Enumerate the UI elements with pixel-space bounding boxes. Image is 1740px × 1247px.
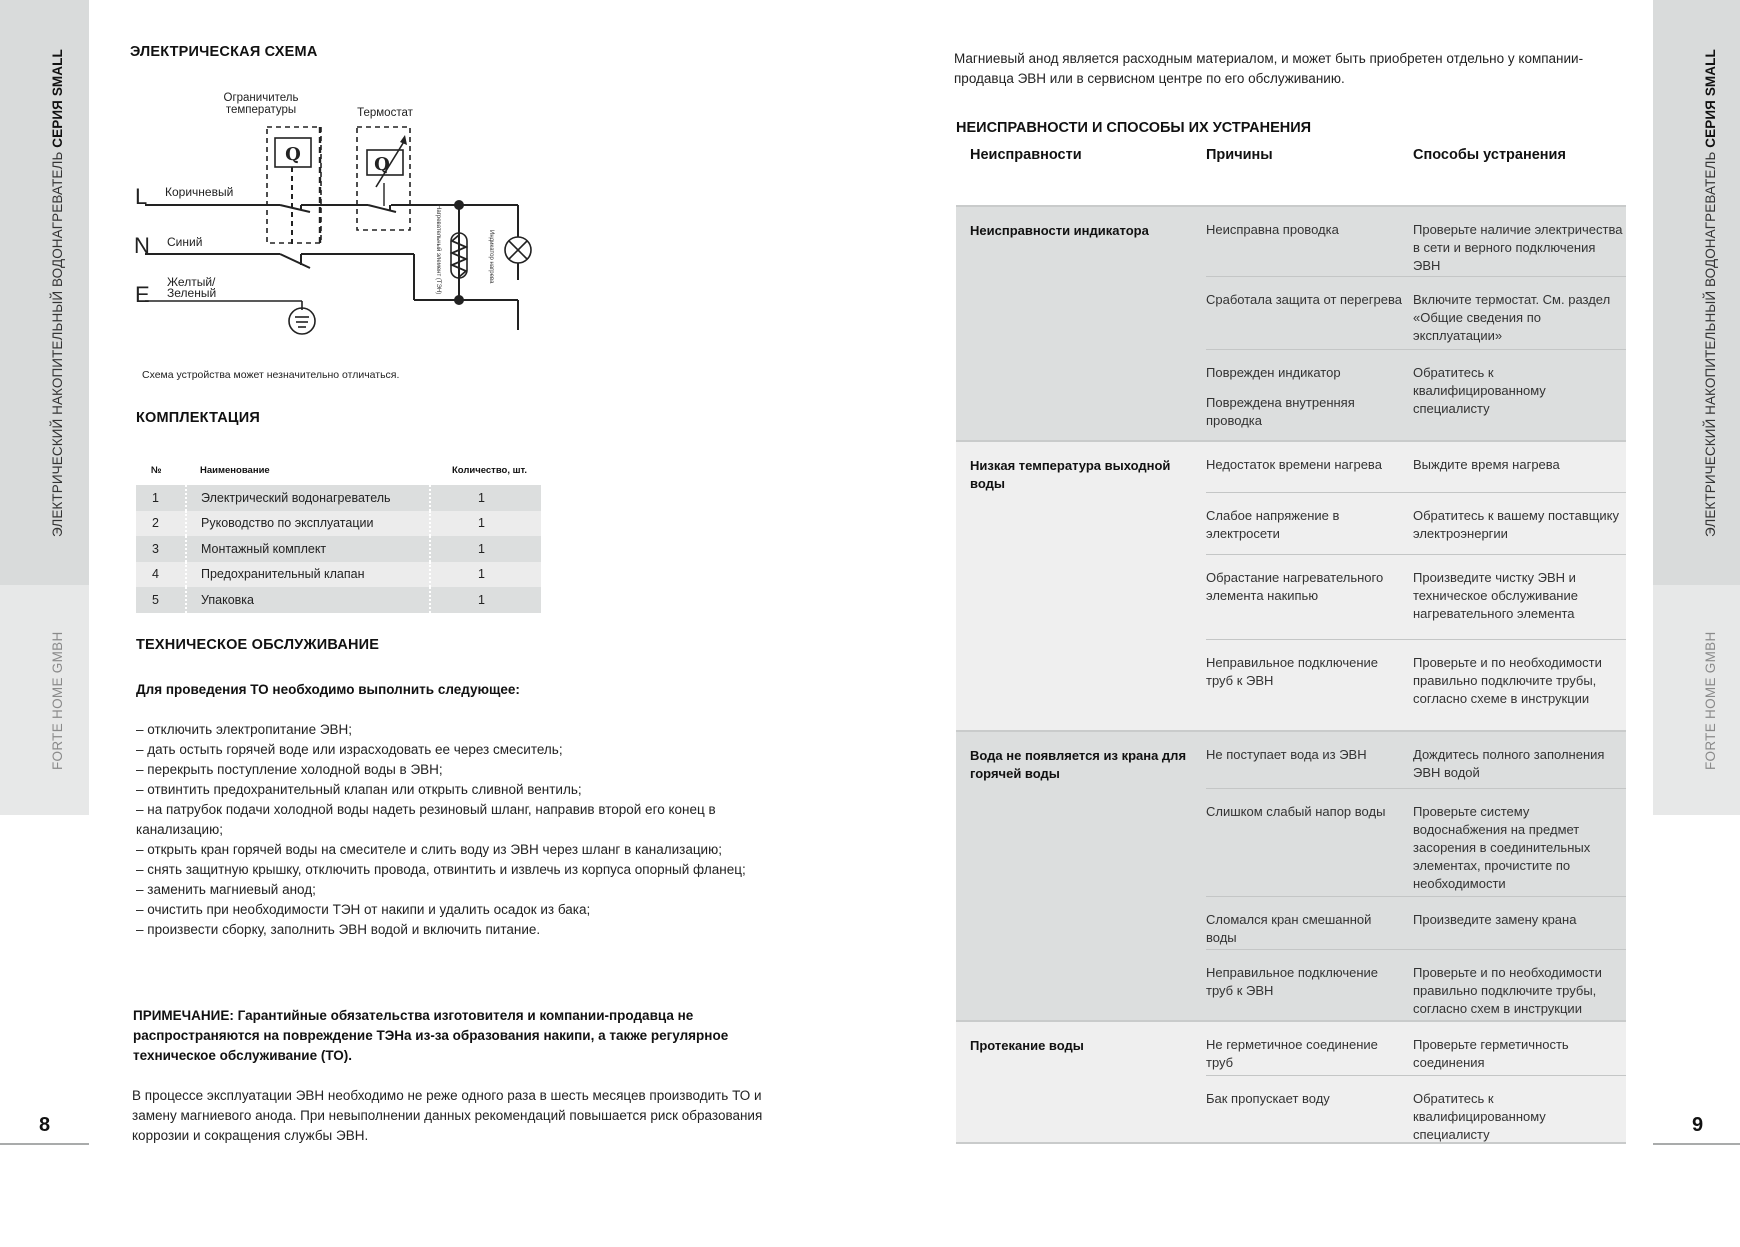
anode-note: Магниевый анод является расходным материалом, и может быть приобретен отдельно у компании-продавца ЭВН или в сервисном центре по его обслуживанию. [954,51,1584,86]
schema-title: ЭЛЕКТРИЧЕСКАЯ СХЕМА [130,44,318,60]
fix-text: Произведите чистку ЭВН и техническое обслуживание нагревательного элемента [1413,570,1578,621]
kit-cell-name: Предохранительный клапан [186,562,430,588]
indicator-lamp-icon [505,237,531,263]
kit-title: КОМПЛЕКТАЦИЯ [136,410,260,426]
cause-text: Бак пропускает воду [1206,1091,1330,1106]
table-row [1206,207,1626,276]
cause-text: Сработала защита от перегрева [1206,292,1402,307]
brown-wire-label: Коричневый [165,185,234,199]
fix-text: Произведите замену крана [1413,912,1577,927]
series-title: ЭЛЕКТРИЧЕСКИЙ НАКОПИТЕЛЬНЫЙ ВОДОНАГРЕВАТЕЛЬ СЕРИЯ SMALL [1703,49,1718,537]
maintenance-closing: В процессе эксплуатации ЭВН необходимо не реже одного раза в шесть месяцев производить ТО и замену магниевого анода. При невыполнении данных рекомендаций повышается риск образования коррозии и сокращения службы ЭВН. [132,1088,763,1143]
list-item: – заменить магниевый анод; [136,882,316,897]
fix-text: Проверьте и по необходимости правильно подключите трубы, согласно схеме в инструкции [1413,655,1602,706]
table-row [1206,949,1626,1030]
table-row [1206,732,1626,788]
col-fixes: Способы устранения [1413,147,1566,163]
kit-cell-name: Электрический водонагреватель [186,485,430,511]
line-n-label: N [134,233,150,258]
fix-text: Проверьте наличие электричества в сети и верного подключения ЭВН [1413,222,1623,273]
kit-cell-name: Руководство по эксплуатации [186,511,430,537]
table-row [1206,639,1626,720]
heater-label: Нагревательный элемент (ТЭН) [435,205,441,295]
fix-text: Проверьте и по необходимости правильно подключите трубы, согласно схем в инструкции [1413,965,1602,1016]
kit-table [136,455,541,613]
table-row [136,485,541,511]
kit-col-num: № [151,464,162,476]
table-row [1206,788,1626,896]
kit-cell-num: 1 [136,485,186,511]
wiring-diagram [120,85,550,345]
troubleshooting-header [956,147,1626,205]
side-tab-title-panel [0,0,89,585]
table-row [1206,896,1626,949]
table-row [1206,1022,1626,1075]
cause-text: Неисправна проводка [1206,222,1339,237]
ground-icon [145,301,315,334]
brand-label: FORTE HOME GMBH [1703,631,1718,770]
fix-text: Включите термостат. См. раздел «Общие сведения по эксплуатации» [1413,292,1611,343]
line-e-label: E [135,282,150,307]
list-item: – на патрубок подачи холодной воды надеть резиновый шланг, направив второй его конец в канализацию; [136,802,716,837]
maintenance-title: ТЕХНИЧЕСКОЕ ОБСЛУЖИВАНИЕ [136,637,380,653]
page-number-rule [1653,1143,1740,1145]
kit-cell-num: 2 [136,511,186,537]
cause-text: Поврежден индикатор [1206,365,1341,380]
col-causes: Причины [1206,147,1273,163]
list-item: – отключить электропитание ЭВН; [136,722,353,737]
cause-text: Слишком слабый напор воды [1206,804,1386,819]
fault-label: Вода не появляется из крана для горячей воды [970,748,1187,781]
limiter-q-symbol: Q [285,144,301,165]
kit-cell-qty: 1 [430,562,541,588]
maintenance-intro: Для проведения ТО необходимо выполнить следующее: [136,682,520,697]
fault-group-leak [956,1020,1626,1144]
table-row [1206,442,1626,492]
limiter-label-1: Ограничитель [223,92,299,104]
cause-text: Повреждена внутренняя проводка [1206,395,1355,428]
list-item: – перекрыть поступление холодной воды в ЭВН; [136,762,443,777]
fault-label: Низкая температура выходной воды [970,458,1171,491]
table-row [1206,492,1626,554]
kit-cell-num: 3 [136,536,186,562]
kit-cell-num: 5 [136,587,186,613]
kit-col-name: Наименование [200,464,270,476]
cause-text: Обрастание нагревательного элемента накипью [1206,570,1384,603]
table-row [136,562,541,588]
fault-label: Неисправности индикатора [970,223,1149,238]
fix-text: Проверьте герметичность соединения [1413,1037,1569,1070]
yellow-green-label-1: Желтый/ [167,275,216,289]
kit-cell-name: Упаковка [186,587,430,613]
list-item: – очистить при необходимости ТЭН от накипи и удалить осадок из бака; [136,902,591,917]
cause-text: Недостаток времени нагрева [1206,457,1382,472]
table-row [1206,1075,1626,1156]
limiter-label-2: температуры [225,104,297,116]
kit-cell-name: Монтажный комплект [186,536,430,562]
table-row [1206,276,1626,349]
fix-text: Обратитесь к квалифицированному специалисту [1413,1091,1546,1142]
list-item: – снять защитную крышку, отключить провода, отвинтить и извлечь из корпуса опорный фланец; [136,862,746,877]
kit-cell-num: 4 [136,562,186,588]
list-item: – открыть кран горячей воды на смесителе и слить воду из ЭВН через шланг в канализацию; [136,842,722,857]
cause-text: Слабое напряжение в электросети [1206,508,1340,541]
thermostat-label: Термостат [357,107,413,119]
list-item: – отвинтить предохранительный клапан или открыть сливной вентиль; [136,782,582,797]
page-number: 9 [1691,1114,1704,1136]
junction-dot [454,200,464,210]
list-item: – произвести сборку, заполнить ЭВН водой и включить питание. [136,922,541,937]
table-row [136,587,541,613]
side-tab-brand-panel [0,585,89,815]
table-row [136,511,541,537]
fault-group-indicator [956,205,1626,440]
cause-text: Сломался кран смешанной воды [1206,912,1372,945]
page-number: 8 [38,1114,51,1136]
page-number-rule [0,1143,89,1145]
fault-group-no-water [956,730,1626,1020]
yellow-green-label-2: Зеленый [167,286,217,300]
list-item: – дать остыть горячей воде или израсходовать ее через смеситель; [136,742,563,757]
cause-text: Не герметичное соединение труб [1206,1037,1378,1070]
kit-cell-qty: 1 [430,511,541,537]
junction-dot [454,295,464,305]
side-tab-brand-panel [1653,585,1740,815]
warranty-note: ПРИМЕЧАНИЕ: Гарантийные обязательства изготовителя и компании-продавца не распространяются на повреждение ТЭНа из-за образования накипи, а также регулярное техническое обслуживание (ТО). [133,1008,729,1063]
cause-text: Неправильное подключение труб к ЭВН [1206,965,1379,998]
brand-label: FORTE HOME GMBH [50,631,65,770]
schema-caption: Схема устройства может незначительно отличаться. [142,369,400,381]
line-l-label: L [135,184,148,209]
side-tab-title-panel [1653,0,1740,585]
indicator-label: Индикатор нагрева [488,230,494,284]
maintenance-steps [136,720,776,940]
kit-cell-qty: 1 [430,587,541,613]
fix-text: Обратитесь к вашему поставщику электроэнергии [1413,508,1620,541]
troubleshooting-section [956,120,1626,1144]
fix-text: Выждите время нагрева [1413,457,1560,472]
col-faults: Неисправности [970,147,1082,163]
troubleshooting-title: НЕИСПРАВНОСТИ И СПОСОБЫ ИХ УСТРАНЕНИЯ [956,120,1312,136]
series-title: ЭЛЕКТРИЧЕСКИЙ НАКОПИТЕЛЬНЫЙ ВОДОНАГРЕВАТЕЛЬ СЕРИЯ SMALL [50,49,65,537]
table-row [1206,349,1626,442]
kit-cell-qty: 1 [430,536,541,562]
cause-text: Неправильное подключение труб к ЭВН [1206,655,1379,688]
fix-text: Обратитесь к квалифицированному специалисту [1413,365,1546,416]
cause-text: Не поступает вода из ЭВН [1206,747,1367,762]
kit-cell-qty: 1 [430,485,541,511]
fault-label: Протекание воды [970,1038,1084,1053]
blue-wire-label: Синий [167,235,203,249]
kit-col-qty: Количество, шт. [451,464,527,476]
table-row [1206,554,1626,639]
table-row [136,536,541,562]
fix-text: Дождитесь полного заполнения ЭВН водой [1413,747,1605,780]
fix-text: Проверьте систему водоснабжения на предмет засорения в соединительных элементах, прочистите по необходимости [1413,804,1591,891]
thermostat-q-symbol: Q [374,154,390,175]
fault-group-low-temperature [956,440,1626,730]
